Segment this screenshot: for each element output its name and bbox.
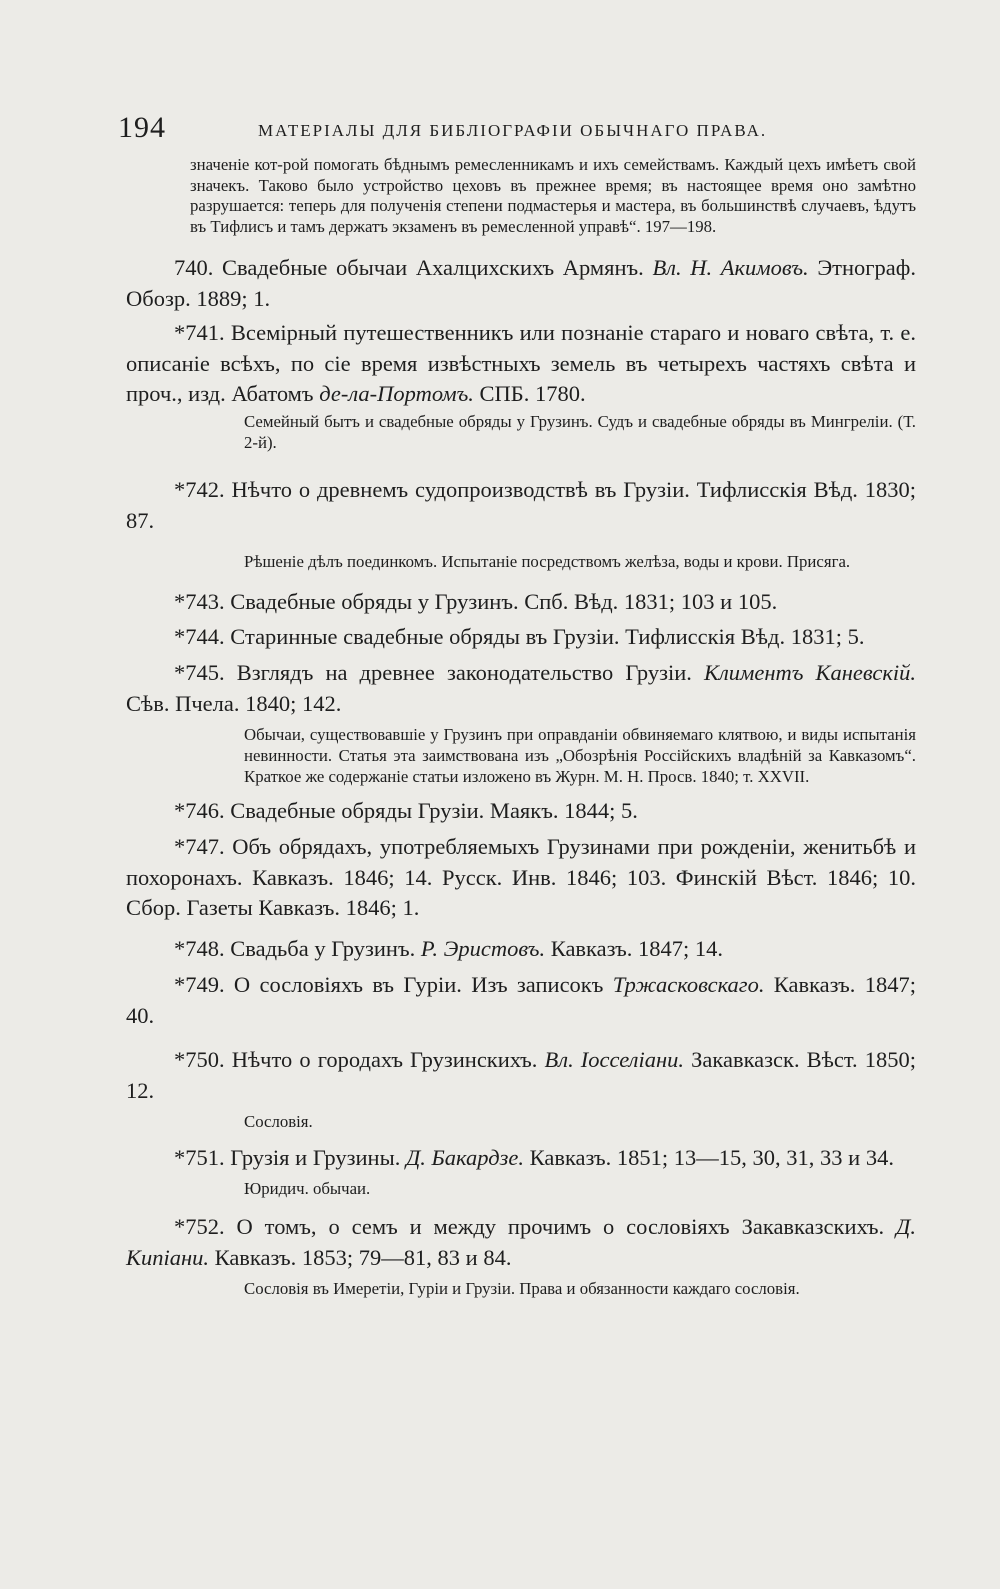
- entry-text: *746. Свадебные обряды Грузіи. Маякъ. 1844; 5.: [174, 797, 638, 823]
- entry-author: Вл. Іосселіани.: [544, 1047, 685, 1073]
- entry-text: *742. Нѣчто о древнемъ судопроизводствѣ въ Грузіи. Тифлисскія Вѣд. 1830; 87.: [126, 477, 916, 533]
- entry-note: Семейный бытъ и свадебные обряды у Грузинъ. Судъ и свадебные обряды въ Мингреліи. (Т. 2-й).: [244, 411, 916, 452]
- entry-743: [126, 587, 916, 618]
- entry-source: Сѣв. Пчела. 1840; 142.: [126, 690, 342, 716]
- entry-author: Д. Кипіани.: [126, 1214, 916, 1270]
- entry-text: *747. Объ обрядахъ, употребляемыхъ Грузинами при рожденіи, женитьбѣ и похоронахъ. Кавказъ. 1846; 14. Русск. Инв. 1846; 103. Финскій Вѣст. 1846; 10. Сбор. Газеты Кавказъ. 1846; 1.: [126, 834, 916, 921]
- entry-745: [126, 658, 916, 719]
- entry-750: [126, 1045, 916, 1106]
- entry-742: [126, 475, 916, 536]
- entry-text: 740. Свадебные обычаи Ахалцихскихъ Армянъ.: [174, 255, 653, 281]
- entry-author: Тржасковскаго.: [612, 972, 765, 998]
- entry-751: [126, 1143, 916, 1174]
- entry-749: [126, 970, 916, 1031]
- entry-note: Сословія.: [244, 1112, 313, 1132]
- entry-740: [126, 253, 916, 314]
- entry-note: Юридич. обычаи.: [244, 1179, 371, 1199]
- entry-note: Рѣшеніе дѣлъ поединкомъ. Испытаніе посредствомъ желѣза, воды и крови. Присяга.: [244, 552, 851, 572]
- entry-text: *748. Свадьба у Грузинъ.: [174, 935, 421, 961]
- entry-747: [126, 832, 916, 924]
- entry-text: *741. Всемірный путешественникъ или познаніе стараго и новаго свѣта, т. е. описаніе всѣхъ, по сіе время извѣстныхъ земель въ четырехъ частяхъ свѣта и проч., изд. Абатомъ: [126, 320, 916, 407]
- entry-note: Сословія въ Имеретіи, Гуріи и Грузіи. Права и обязанности каждаго сословія.: [244, 1279, 800, 1299]
- entry-author: Климентъ Каневскій.: [704, 660, 916, 686]
- entry-text: *750. Нѣчто о городахъ Грузинскихъ.: [174, 1047, 545, 1073]
- entry-source: Кавказъ. 1847; 14.: [545, 935, 724, 961]
- entry-source: Закавказск. Вѣст. 1850; 12.: [126, 1047, 916, 1103]
- entry-text: *743. Свадебные обряды у Грузинъ. Спб. Вѣд. 1831; 103 и 105.: [174, 589, 778, 615]
- entry-source: СПБ. 1780.: [473, 381, 586, 407]
- page-body: [126, 155, 916, 1300]
- entry-author: Р. Эристовъ.: [420, 935, 546, 961]
- entry-note: Обычаи, существовавшіе у Грузинъ при оправданіи обвиняемаго клятвою, и виды испытанія невинности. Статья эта заимствована изъ „Обозрѣнія Россійскихъ владѣній за Кавказомъ“. Краткое же содержаніе статьи изложено въ Журн. М. Н. Просв. 1840; т. XXVII.: [244, 725, 916, 786]
- running-head: МАТЕРІАЛЫ ДЛЯ БИБЛІОГРАФІИ ОБЫЧНАГО ПРАВА.: [258, 121, 768, 140]
- page-header: [118, 110, 918, 150]
- entry-text: *745. Взглядъ на древнее законодательство Грузіи.: [174, 660, 705, 686]
- entry-text: *744. Старинные свадебные обряды въ Грузіи. Тифлисскія Вѣд. 1831; 5.: [174, 623, 865, 649]
- continuation-paragraph: значеніе кот-рой помогать бѣднымъ ремесленникамъ и ихъ семействамъ. Каждый цехъ имѣетъ свой значекъ. Таково было устройство цеховъ въ прежнее время; въ настоящее время оно замѣтно разрушается: теперь для полученія степени подмастерья и мастера, въ большинствѣ случаевъ, ѣдутъ въ Тифлисъ и тамъ держатъ экзаменъ въ ремесленной управѣ“. 197—198.: [190, 155, 916, 236]
- entry-source: Кавказъ. 1851; 13—15, 30, 31, 33 и 34.: [524, 1144, 894, 1170]
- entry-741: [126, 318, 916, 410]
- entry-source: Этнограф. Обозр. 1889; 1.: [126, 255, 916, 311]
- entry-source: Кавказъ. 1847; 40.: [126, 972, 916, 1028]
- entry-author: де-ла-Портомъ.: [319, 381, 474, 407]
- entry-746: [126, 796, 916, 827]
- entry-source: Кавказъ. 1853; 79—81, 83 и 84.: [208, 1244, 512, 1270]
- entry-748: [126, 934, 916, 965]
- entry-author: Д. Бакардзе.: [405, 1144, 524, 1170]
- page-number: 194: [118, 111, 166, 144]
- entry-752: [126, 1212, 916, 1273]
- entry-text: *749. О сословіяхъ въ Гуріи. Изъ записокъ: [174, 972, 613, 998]
- entry-744: [126, 622, 916, 653]
- entry-author: Вл. Н. Акимовъ.: [652, 255, 809, 281]
- entry-text: *751. Грузія и Грузины.: [174, 1144, 406, 1170]
- entry-text: *752. О томъ, о семъ и между прочимъ о сословіяхъ Закавказскихъ.: [174, 1214, 897, 1240]
